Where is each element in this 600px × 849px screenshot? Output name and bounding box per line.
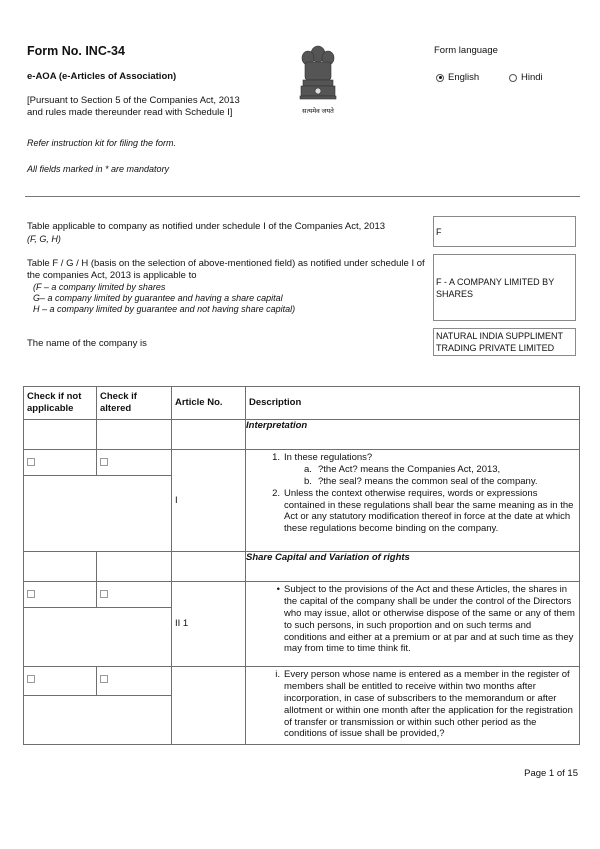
list-item: 2. Unless the context otherwise requires, words or expressions contained in these regulations shall bear the same meaning as in the Act or any statutory modification thereof in force at the date at which these regulations become binding on the company. [272, 487, 574, 535]
list-item: • Subject to the provisions of the Act and these Articles, the shares in the capital of the company shall be under the control of the Directors who may issue, allot or otherwise dispose of the same or any of them to such persons, in such proportion and on such terms and conditions and either at a premium or at par and at such time as they may from time to time think fit. [276, 584, 575, 655]
table-row [24, 420, 580, 450]
header-article-no: Article No. [172, 387, 246, 420]
lang-hindi-label: Hindi [521, 72, 543, 83]
list-item: i. Every person whose name is entered as a member in the register of members shall be entitled to receive within two months after incorporation, in case of subscribers to the memorandum or after allotment or within one month after the application for the registration of transfer or transmission or within such other period as the conditions of issue shall be provided,? [275, 669, 573, 740]
lang-hindi-radio[interactable] [509, 74, 517, 82]
list-item: 1. In these regulations? [272, 452, 373, 463]
form-title: e-AOA (e-Articles of Association) [27, 71, 177, 82]
not-applicable-checkbox[interactable] [27, 458, 35, 466]
q2-label [27, 258, 433, 316]
table-applicable-field[interactable]: F [433, 216, 576, 247]
q2-option-h: H – a company limited by guarantee and not having share capital) [33, 304, 296, 315]
not-applicable-checkbox[interactable] [27, 675, 35, 683]
header-check-altered: Check if altered [97, 387, 172, 420]
section-share-capital: Share Capital and Variation of rights [246, 552, 580, 582]
pursuant-note [27, 95, 287, 119]
section-divider [25, 196, 580, 197]
q1-label: Table applicable to company as notified under schedule I of the Companies Act, 2013 [27, 221, 386, 232]
form-language-label: Form language [434, 45, 498, 56]
table-row [24, 552, 580, 582]
lang-english-option[interactable] [436, 72, 479, 84]
lang-english-radio[interactable] [436, 74, 444, 82]
article-i-description [246, 450, 580, 552]
table-row [24, 582, 580, 608]
article-no-i: I [172, 450, 246, 552]
emblem-motto: सत्यमेव जयते [302, 107, 334, 115]
table-row [24, 667, 580, 696]
q2-label-line-2: the companies Act, 2013 is applicable to [27, 269, 197, 281]
table-row [24, 450, 580, 476]
q3-label: The name of the company is [27, 338, 147, 349]
altered-checkbox[interactable] [100, 590, 108, 598]
mandatory-note: All fields marked in * are mandatory [27, 164, 170, 174]
not-applicable-checkbox[interactable] [27, 590, 35, 598]
table-header-row [24, 387, 580, 420]
form-number: Form No. INC-34 [27, 44, 125, 58]
page-number: Page 1 of 15 [524, 768, 578, 779]
article-ii-2-description [246, 667, 580, 745]
header-description: Description [246, 387, 580, 420]
section-interpretation: Interpretation [246, 420, 580, 450]
pursuant-line-1: [Pursuant to Section 5 of the Companies Act, 2013 [27, 95, 240, 106]
q2-option-g: G– a company limited by guarantee and having a share capital [33, 293, 283, 303]
article-ii-1-description [246, 582, 580, 667]
altered-checkbox[interactable] [100, 458, 108, 466]
article-no-ii-1: II 1 [172, 582, 246, 667]
table-type-field[interactable]: F - A COMPANY LIMITED BY SHARES [433, 254, 576, 321]
header-check-not-applicable: Check if not applicable [24, 387, 97, 420]
list-item: a. ?the Act? means the Companies Act, 2013, [304, 463, 501, 475]
pursuant-line-2: and rules made thereunder read with Schedule I] [27, 106, 233, 118]
articles-table [23, 386, 580, 745]
altered-checkbox[interactable] [100, 675, 108, 683]
lang-hindi-option[interactable] [509, 72, 543, 84]
lang-english-label: English [448, 72, 480, 83]
list-item: b. ?the seal? means the common seal of the company. [304, 475, 538, 487]
q2-option-f: (F – a company limited by shares [33, 281, 166, 292]
q2-label-line-1: Table F / G / H (basis on the selection of above-mentioned field) as notified under schedule I of [27, 258, 425, 269]
q1-hint: (F, G, H) [27, 234, 61, 244]
company-name-field[interactable]: NATURAL INDIA SUPPLIMENT TRADING PRIVATE LIMITED [433, 328, 576, 356]
instruction-note: Refer instruction kit for filing the form. [27, 138, 177, 148]
national-emblem-icon [296, 42, 340, 116]
